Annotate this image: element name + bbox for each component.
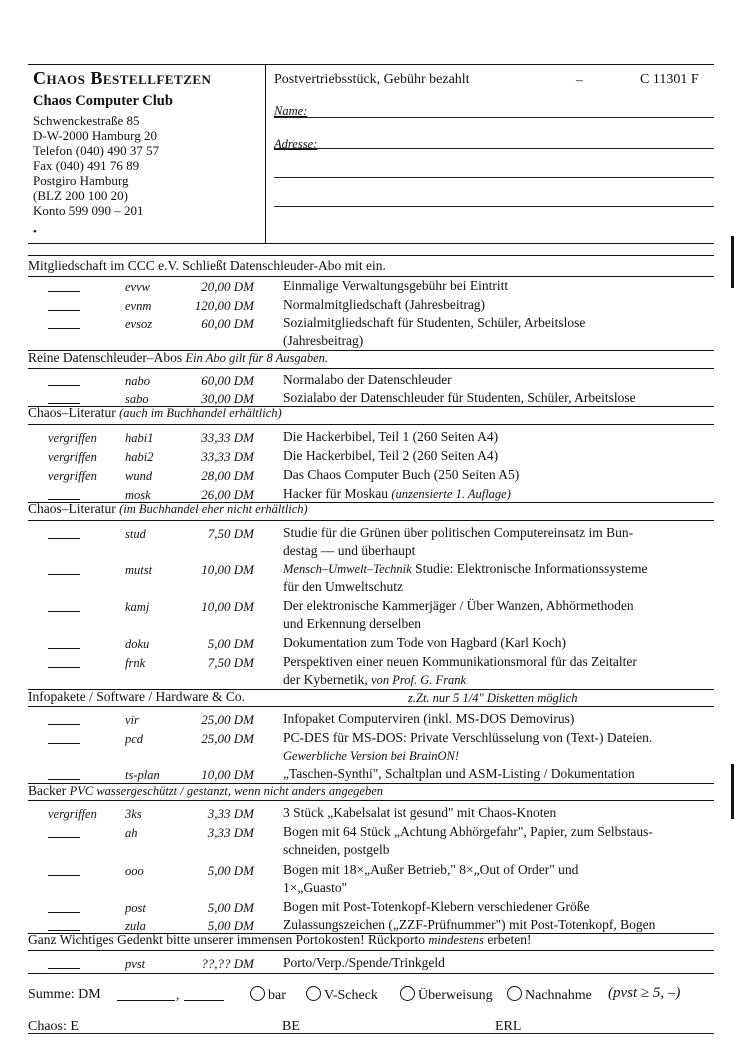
- item-code: pcd: [125, 732, 144, 746]
- club-name: Chaos Computer Club: [33, 93, 173, 109]
- item-code: wund: [125, 469, 153, 483]
- item-price: 20,00 DM: [201, 279, 254, 294]
- item-code: doku: [125, 637, 150, 651]
- scan-mark-bottom: [731, 764, 734, 819]
- item-desc: Einmalige Verwaltungsgebühr bei Eintritt: [283, 278, 509, 293]
- item-price: 10,00 DM: [201, 562, 254, 577]
- section-info-title: Infopakete / Software / Hardware & Co.: [28, 689, 246, 704]
- item-desc: Dokumentation zum Tode von Hagbard (Karl Koch): [283, 635, 566, 650]
- item-code: stud: [125, 527, 146, 541]
- qty-blank[interactable]: [48, 310, 80, 311]
- qty-blank[interactable]: [48, 968, 80, 969]
- qty-blank[interactable]: [48, 403, 80, 404]
- item-desc: 3 Stück „Kabelsalat ist gesund" mit Chaos-Knoten: [283, 805, 557, 820]
- item-code: pvst: [125, 957, 146, 971]
- item-code: evnm: [125, 299, 152, 313]
- item-desc: Perspektiven einer neuen Kommunikationsmoral für das Zeitalter: [283, 654, 637, 669]
- item-price: 25,00 DM: [201, 712, 254, 727]
- qty-blank[interactable]: [48, 499, 80, 500]
- item-status: vergriffen: [48, 431, 97, 445]
- item-price: 5,00 DM: [207, 918, 254, 933]
- item-status: vergriffen: [48, 450, 97, 464]
- qty-blank[interactable]: [48, 743, 80, 744]
- sum-mark-field[interactable]: [117, 1000, 175, 1001]
- item-desc: Die Hackerbibel, Teil 1 (260 Seiten A4): [283, 429, 499, 444]
- item-desc-cont: schneiden, postgelb: [283, 842, 390, 857]
- item-code: evsoz: [125, 317, 153, 331]
- address-label: Adresse:: [274, 137, 318, 151]
- item-code: habi1: [125, 431, 154, 445]
- item-price: 120,00 DM: [194, 298, 254, 313]
- nachnahme-condition: (pvst ≥ 5, –): [608, 985, 681, 1001]
- item-desc: Der elektronische Kammerjäger / Über Wanzen, Abhörmethoden: [283, 598, 634, 613]
- item-desc: Das Chaos Computer Buch (250 Seiten A5): [283, 467, 520, 482]
- item-desc-cont: destag — und überhaupt: [283, 543, 416, 558]
- qty-blank[interactable]: [48, 611, 80, 612]
- item-desc-cont: der Kybernetik, von Prof. G. Frank: [283, 672, 467, 687]
- item-price: 7,50 DM: [207, 526, 254, 541]
- item-desc: Bogen mit Post-Totenkopf-Klebern verschiedener Größe: [283, 899, 590, 914]
- item-desc: Studie für die Grünen über politischen Computereinsatz im Bun-: [283, 525, 634, 540]
- item-price: 7,50 DM: [207, 655, 254, 670]
- section-info-note: z.Zt. nur 5 1/4" Disketten möglich: [408, 691, 578, 705]
- item-desc: Zulassungszeichen („ZZF-Prüfnummer") mit Post-Totenkopf, Bogen: [283, 917, 656, 932]
- item-code: ooo: [125, 864, 144, 878]
- item-price: 30,00 DM: [201, 391, 254, 406]
- item-desc: Hacker für Moskau (unzensierte 1. Auflage): [283, 486, 511, 501]
- item-desc: Mensch–Umwelt–Technik Studie: Elektronische Informationssysteme: [283, 561, 648, 576]
- item-price: 5,00 DM: [207, 900, 254, 915]
- erl-label: ERL: [495, 1019, 522, 1034]
- qty-blank[interactable]: [48, 724, 80, 725]
- item-price: 3,33 DM: [207, 825, 254, 840]
- item-code: 3ks: [125, 807, 142, 821]
- item-desc: PC-DES für MS-DOS: Private Verschlüsselung von (Text-) Dateien.: [283, 730, 653, 745]
- section-backer-title: Backer PVC wassergeschützt / gestanzt, wenn nicht anders angegeben: [28, 783, 384, 798]
- qty-blank[interactable]: [48, 385, 80, 386]
- option-ueberweisung[interactable]: Überweisung: [400, 986, 493, 1004]
- item-desc-cont: 1×„Guasto": [283, 880, 348, 895]
- qty-blank[interactable]: [48, 912, 80, 913]
- radio-icon[interactable]: [306, 986, 321, 1001]
- postal-dash: –: [576, 72, 583, 87]
- item-desc: Normalabo der Datenschleuder: [283, 372, 452, 387]
- item-price: 5,00 DM: [207, 636, 254, 651]
- item-code: sabo: [125, 392, 149, 406]
- item-price: 3,33 DM: [207, 806, 254, 821]
- item-desc: Porto/Verp./Spende/Trinkgeld: [283, 955, 445, 970]
- item-code: zula: [125, 919, 146, 933]
- item-code: vir: [125, 713, 139, 727]
- item-price: 33,33 DM: [201, 449, 254, 464]
- bullet: •: [33, 226, 37, 238]
- qty-blank[interactable]: [48, 328, 80, 329]
- item-price: 10,00 DM: [201, 767, 254, 782]
- item-code: mosk: [125, 488, 151, 502]
- option-bar[interactable]: bar: [250, 986, 286, 1004]
- address-field-1[interactable]: [274, 148, 714, 149]
- option-nachnahme[interactable]: Nachnahme: [507, 986, 592, 1004]
- item-desc: Bogen mit 64 Stück „Achtung Abhörgefahr", Papier, zum Selbstaus-: [283, 824, 653, 839]
- qty-blank[interactable]: [48, 875, 80, 876]
- item-code: nabo: [125, 374, 150, 388]
- sum-comma: ,: [176, 987, 180, 1002]
- item-desc: Die Hackerbibel, Teil 2 (260 Seiten A4): [283, 448, 499, 463]
- item-code: ts-plan: [125, 768, 160, 782]
- item-price: 60,00 DM: [201, 373, 254, 388]
- postal-code: C 11301 F: [640, 72, 699, 87]
- item-status: vergriffen: [48, 807, 97, 821]
- form-title: Chaos Bestellfetzen: [33, 68, 212, 88]
- option-vscheck[interactable]: V-Scheck: [306, 986, 378, 1004]
- item-code: habi2: [125, 450, 154, 464]
- qty-blank[interactable]: [48, 648, 80, 649]
- item-price: 26,00 DM: [201, 487, 254, 502]
- item-desc: Sozialmitgliedschaft für Studenten, Schüler, Arbeitslose: [283, 315, 586, 330]
- name-field[interactable]: [274, 117, 714, 118]
- section-lit2-title: Chaos–Literatur (im Buchhandel eher nicht erhältlich): [28, 501, 308, 516]
- item-desc-cont: Gewerbliche Version bei BrainON!: [283, 749, 460, 763]
- item-status: vergriffen: [48, 469, 97, 483]
- item-desc-cont: und Erkennung derselben: [283, 616, 421, 631]
- qty-blank[interactable]: [48, 667, 80, 668]
- item-code: frnk: [125, 656, 146, 670]
- item-price: 5,00 DM: [207, 863, 254, 878]
- item-desc-cont: für den Umweltschutz: [283, 579, 403, 594]
- qty-blank[interactable]: [48, 291, 80, 292]
- item-code: kamj: [125, 600, 150, 614]
- item-desc-cont: (Jahresbeitrag): [283, 333, 364, 348]
- item-desc: Infopaket Computerviren (inkl. MS-DOS Demovirus): [283, 711, 575, 726]
- item-price: 25,00 DM: [201, 731, 254, 746]
- item-code: post: [125, 901, 146, 915]
- qty-blank[interactable]: [48, 574, 80, 575]
- section-abos-title: Reine Datenschleuder–Abos Ein Abo gilt für 8 Ausgaben.: [28, 350, 329, 365]
- item-desc: Sozialabo der Datenschleuder für Studenten, Schüler, Arbeitslose: [283, 390, 636, 405]
- qty-blank[interactable]: [48, 779, 80, 780]
- qty-blank[interactable]: [48, 930, 80, 931]
- postal-note: Postvertriebsstück, Gebühr bezahlt: [274, 72, 470, 87]
- qty-blank[interactable]: [48, 538, 80, 539]
- item-code: mutst: [125, 563, 153, 577]
- section-porto-title: Ganz Wichtiges Gedenkt bitte unserer immensen Portokosten! Rückporto mindestens erbeten!: [28, 932, 532, 947]
- item-price: 10,00 DM: [201, 599, 254, 614]
- item-code: ah: [125, 826, 138, 840]
- section-lit1-title: Chaos–Literatur (auch im Buchhandel erhältlich): [28, 405, 282, 420]
- item-price: 33,33 DM: [201, 430, 254, 445]
- item-price: ??,?? DM: [201, 956, 254, 971]
- item-code: evvw: [125, 280, 150, 294]
- radio-icon[interactable]: [400, 986, 415, 1001]
- address-field-3[interactable]: [274, 206, 714, 207]
- address-field-2[interactable]: [274, 177, 714, 178]
- item-desc: Normalmitgliedschaft (Jahresbeitrag): [283, 297, 486, 312]
- club-address: Schwenckestraße 85 D-W-2000 Hamburg 20 Telefon (040) 490 37 57 Fax (040) 491 76 89 Postgiro Hamburg (BLZ 200 100 20) Konto 599 090 – 201: [33, 113, 160, 218]
- scan-mark-top: [731, 236, 734, 288]
- sum-label: Summe: DM: [28, 987, 101, 1002]
- radio-icon[interactable]: [507, 986, 522, 1001]
- name-label: Name:: [274, 104, 308, 118]
- section-membership-title: Mitgliedschaft im CCC e.V. Schließt Datenschleuder-Abo mit ein.: [28, 258, 386, 273]
- radio-icon[interactable]: [250, 986, 265, 1001]
- item-desc: „Taschen-Synthi", Schaltplan und ASM-Listing / Dokumentation: [283, 766, 635, 781]
- be-label: BE: [282, 1019, 300, 1034]
- item-price: 60,00 DM: [201, 316, 254, 331]
- item-price: 28,00 DM: [201, 468, 254, 483]
- sum-pfennig-field[interactable]: [184, 1000, 224, 1001]
- chaos-e-label: Chaos: E: [28, 1019, 79, 1034]
- qty-blank[interactable]: [48, 837, 80, 838]
- item-desc: Bogen mit 18×„Außer Betrieb," 8×„Out of Order" und: [283, 862, 579, 877]
